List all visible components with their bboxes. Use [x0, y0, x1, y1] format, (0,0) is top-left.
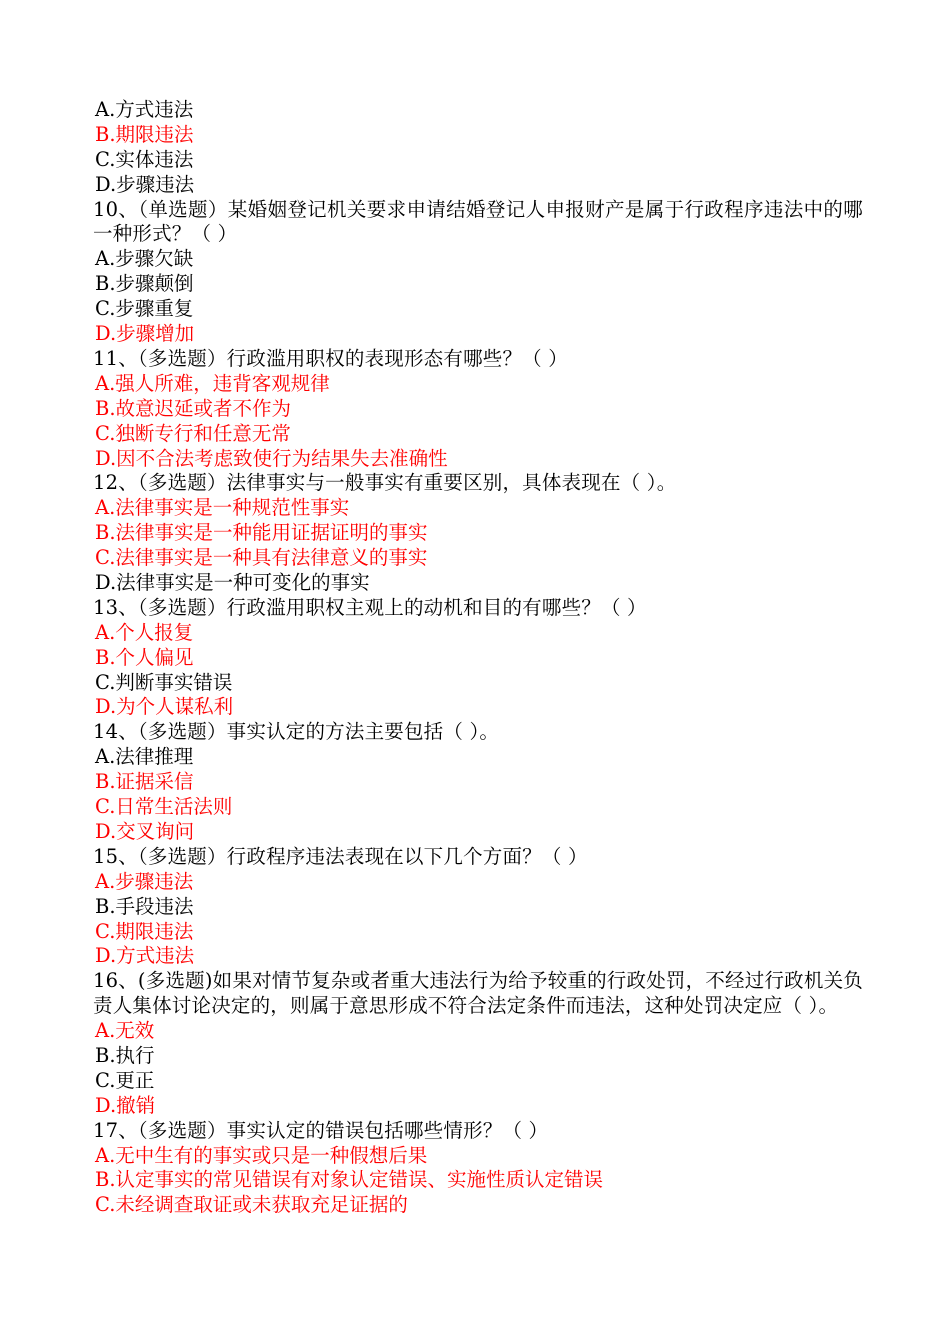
correct-option: B.故意迟延或者不作为: [95, 396, 292, 420]
question-text: 10、（单选题）某婚姻登记机关要求申请结婚登记人申报财产是属于行政程序违法中的哪一种形式？（ ）: [93, 197, 863, 246]
question-text: 16、(多选题)如果对情节复杂或者重大违法行为给予较重的行政处罚，不经过行政机关负责人集体讨论决定的，则属于意思形成不符合法定条件而违法，这种处罚决定应（ ）。: [93, 969, 863, 1018]
question-text: 14、（多选题）事实认定的方法主要包括（ ）。: [93, 720, 500, 744]
correct-option: B.认定事实的常见错误有对象认定错误、实施性质认定错误: [95, 1168, 604, 1192]
answer-option: C.更正: [95, 1068, 155, 1092]
answer-option: C.步骤重复: [95, 297, 194, 321]
correct-option: A.无效: [95, 1019, 155, 1043]
correct-option: B.证据采信: [95, 770, 194, 794]
correct-option: A.强人所难，违背客观规律: [95, 371, 330, 395]
correct-option: C.期限违法: [95, 919, 194, 943]
question-list: [93, 98, 863, 1218]
answer-option: A.步骤欠缺: [95, 247, 194, 271]
correct-option: D.方式违法: [95, 944, 195, 968]
answer-option: A.法律推理: [95, 745, 194, 769]
answer-option: B.手段违法: [95, 894, 194, 918]
question-text: 11、（多选题）行政滥用职权的表现形态有哪些？（ ）: [93, 346, 568, 370]
correct-option: C.未经调查取证或未获取充足证据的: [95, 1193, 408, 1217]
correct-option: A.法律事实是一种规范性事实: [95, 496, 350, 520]
answer-option: B.步骤颠倒: [95, 272, 194, 296]
correct-option: D.为个人谋私利: [95, 695, 234, 719]
correct-option: B.法律事实是一种能用证据证明的事实: [95, 521, 428, 545]
question-text: 17、（多选题）事实认定的错误包括哪些情形？（ ）: [93, 1118, 549, 1142]
correct-option: C.日常生活法则: [95, 795, 233, 819]
answer-option: D.步骤违法: [95, 172, 195, 196]
correct-option: D.交叉询问: [95, 819, 195, 843]
answer-option: A.方式违法: [95, 98, 194, 121]
correct-option: B.期限违法: [95, 122, 194, 146]
answer-option: B.执行: [95, 1043, 155, 1067]
correct-option: A.个人报复: [95, 620, 194, 644]
correct-option: B.个人偏见: [95, 645, 194, 669]
correct-option: A.步骤违法: [95, 869, 194, 893]
correct-option: C.法律事实是一种具有法律意义的事实: [95, 546, 428, 570]
correct-option: D.因不合法考虑致使行为结果失去准确性: [95, 446, 448, 470]
correct-option: D.步骤增加: [95, 322, 195, 346]
correct-option: D.撤销: [95, 1093, 156, 1117]
question-text: 12、（多选题）法律事实与一般事实有重要区别，具体表现在（ ）。: [93, 471, 677, 495]
correct-option: A.无中生有的事实或只是一种假想后果: [95, 1143, 428, 1167]
answer-option: C.判断事实错误: [95, 670, 233, 694]
answer-option: D.法律事实是一种可变化的事实: [95, 570, 370, 594]
answer-option: C.实体违法: [95, 147, 194, 171]
question-text: 15、（多选题）行政程序违法表现在以下几个方面？（ ）: [93, 844, 588, 868]
document-page: [93, 98, 863, 1218]
question-text: 13、（多选题）行政滥用职权主观上的动机和目的有哪些？（ ）: [93, 595, 647, 619]
correct-option: C.独断专行和任意无常: [95, 421, 291, 445]
